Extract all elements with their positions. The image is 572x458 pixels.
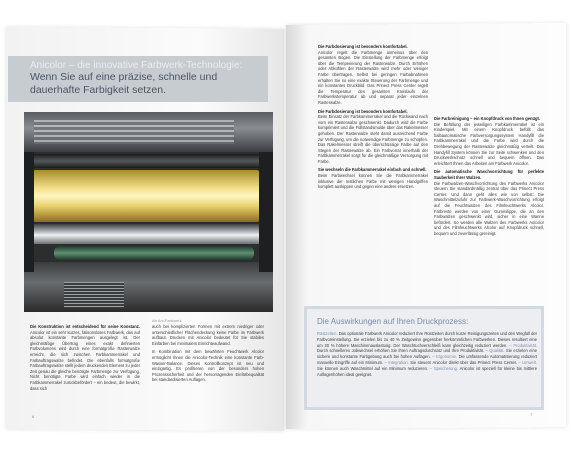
side-frame-right [259,152,273,272]
dark-roller [24,154,273,168]
silver-roller [24,224,273,244]
left-col2-text-b: In Kombination mit dem bewährten Feuchtwerk Alcolor ermöglicht Ihnen die Anicolor-Technik eine konstante Farb-Wasser-Balance. Dieses Kontrollkonzept ist neu und einzigartig. Es profitieren von der besonders hohen Prozesssicherheit und der hervorragenden Einfärbequalität bei standardisierten Auflagen. [152,349,264,383]
headline-line1: Anicolor – die innovative Farbwerk-Technologie: [30,60,243,71]
box-text-4: Die umfassende Automatisierung reduziert manuelle Eingriffe auf ein Minimum. [317,354,538,365]
right-col1-text3: Beim Farbwechsel können Sie die Farbkammerrakel inklusive der restlichen Farbe mit wenigen Handgriffen komplett auskippen und gegen eine andere ersetzen. [318,173,428,190]
machine-grille [64,282,124,308]
right-col1-heading2: Die Farbdosierung ist besonders komfortabel. [318,108,408,114]
right-column-1 [318,44,428,193]
left-column-1 [30,324,140,394]
box-text-1: Das optionale Farbwerk Anicolor reduziert Ihre Rüstzeiten durch kurze Reinigungszeiten und den Wegfall der Farbvoreinstellung. Sie erzielen bis zu 40 % Zeitgewinn gegenüber herkömmlichen Farbwerken. Dieses resultiert eine um 20 % höhere Maschinenauslastung. Der Waschtuchverschleiß kann gleichzeitig reduziert werden. [317,331,537,348]
right-page-number: 7 [530,412,533,417]
box-label-5: – Integration. [384,359,411,365]
box-text-7: Anicolor ist speziell für kleine bis mittlere Auflagenhöhen ideal geeignet. [317,365,538,377]
box-label-1: Rüstzeiten. [317,331,339,336]
side-frame-left [24,152,34,272]
box-text-2: Durch schnelleres Jobwechsel erhöhen Sie Ihren Auftragsdurchsatz und Ihre Produktivität. [317,348,485,354]
right-col2-heading1: Die Farbreinigung – ein Knopfdruck von Ihnen genügt. [434,116,540,121]
left-col2-text-a: auch bei komplizierten Formen mit extrem niedriger oder unterschiedlicher Flächendeckung keine Farbe im Farbwerk aufbaut. Drucken mit Anicolor bedeutet für Sie stabiles Einfärben bei minimalem Einrichteaufwand. [152,324,264,346]
photo-bars [34,120,234,144]
box-text-3: Sie erzielen eine sichere und konstante Farbgebung auch bei hohen Auflagen. [317,348,538,360]
green-roller [54,246,254,260]
left-page-number: 6 [32,414,35,419]
right-column-2 [434,116,544,239]
press-inking-unit-photo [24,112,273,312]
headline-line2: Wenn Sie auf eine präzise, schnelle und dauerhafte Farbigkeit setzen. [30,71,218,96]
right-col2-text2: Die Farbwalzen-Waschvorrichtung des Farbwerks Anicolor steuern Sie standardmäßig zentral über das Prinect Press Center. Und dann geht alles wie von selbst: Die Waschmittelzufuhr zur Farbwerk-Waschvorrichtung erfolgt auf die Feuchtwalzen des Filmfeuchtwerks Alcolor. Farbreste werden von einer Gummilippe, die an den Farbwalzen geschwenkt wird, sicher in eine Wanne befördert. So werden alle Walzen des Farbwerks Anicolor und des Filmfeuchtwerks Alcolor auf Knopfdruck schnell, bequem und zuverlässig gereinigt. [434,180,544,236]
box-text-5: Sie steuern Anicolor direkt über das Prinect Press Center. [410,359,518,365]
box-label-2: – Produktivität. [509,342,537,348]
right-col1-text2: Beim Einsatz der Farbkammerrakel und die Rückwand nach vorn ein Rasterwalze geschwenkt. Dadurch wird die Farbe komprimiert und die Füllstandsmulde über das Rakelmesser gehoben. Der Rasterwalze steht damit ausreichend Farbe zur Verfügung, um die notwendige Farbmenge zu schöpfen. Das Rakelmesser streift die überschüssige Farbe auf den Stegen der Rasterwalze ab. Ein Farbvorrat innerhalb der Farbkammerrakel sorgt für die gleichmäßige Versorgung mit Farbe. [318,114,428,164]
left-col1-text: Anicolor ist ein sehr kurzes, fatisonsloses Farbwerk, das auf absolut konstante Farbmengen ausgelegt ist. Der gleichmäßige Übertrag eines exakt definierten Farbvolumens wird durch eine formatgroße Rasterwalze erreicht, die sich zwischen Farbkammerrakel und Farbauftragswalze befindet. Die ebenfalls formatgroße Farbauftragswalze stellt jedem druckenden Element zu jeder Zeit genau die gleiche benötigte Farbmenge zur Verfügung. Nicht benötigte Farbe wird einfach wieder in die Farbkammerrakel zurückbefördert – ein bedeut, die bewirkt, dass sich [30,329,140,391]
left-column-2 [152,324,264,386]
right-col2-heading2: Die automatische Waschvorrichtung für perfekte Sauberkeit Ihrer Walzen. [434,169,544,180]
box-label-7: – Speicherung. [429,365,460,371]
right-col1-heading1: Die Farbdosierung ist besonders komfortabel. [318,44,408,49]
machine-base [24,262,273,312]
right-col2-text1: Die Befüllung der jeweiligen Farbkammerrakel ist ein Kinderspiel. Mit einem Knopfdruck befüllt das halbautomatische Farbversorgungssystem Handyfill die Farbkammerrakel und die Farbe wird durch die Drehbewegung der Rasterwalze gleichmäßig verteilt. Das Handyfill System können Sie zur Seite schwenken und den Druckwerkschutz schnell und bequem öffnen. Das erleichtert Ihnen das Arbeiten am Farbwerk Anicolor. [434,121,544,166]
right-col1-heading3: Sie wechseln die Farbkammerrakel einfach und schnell. [318,167,427,173]
box-title: Die Auswirkungen auf Ihren Druckprozess: [317,317,469,326]
box-text-6: Sie können auch Waschmittel auf ein Minimum reduzieren. [317,365,429,371]
process-effects-box [304,306,544,410]
box-label-3: – Qualität. [485,348,507,354]
box-text [317,331,537,377]
left-col1-heading: Die Konstruktion ist entscheidend für seine Konstanz. [30,324,140,329]
photo-caption: Ab Ani-Farbwerk [152,318,182,323]
right-col1-text1: Anicolor regelt die Farbmenge anmeinus über den gesamten Bogen. Die Einstellung der Farbmenge erfolgt über die Temperierung der Rasterwalze. Durch Erhöhen oder Abkühlen der Rasterwalze wird mehr oder weniger Farbe übertragen. Selbst bei geringen Farbabnahmen erhalten Sie so eine exakte Steuerung der Farbmenge und ein konstantes Druckbild. Das Prinect Press Center regelt die Temperatur des gesamten Kreislaufs der Farbwerkstemperatur ab und separat jeder einzelnen Rasterwalze. [318,49,428,105]
yellow-ink-roller [30,170,262,222]
box-label-6: – Umwelt. [518,359,537,365]
box-label-4: – Ergonomie. [432,354,459,360]
